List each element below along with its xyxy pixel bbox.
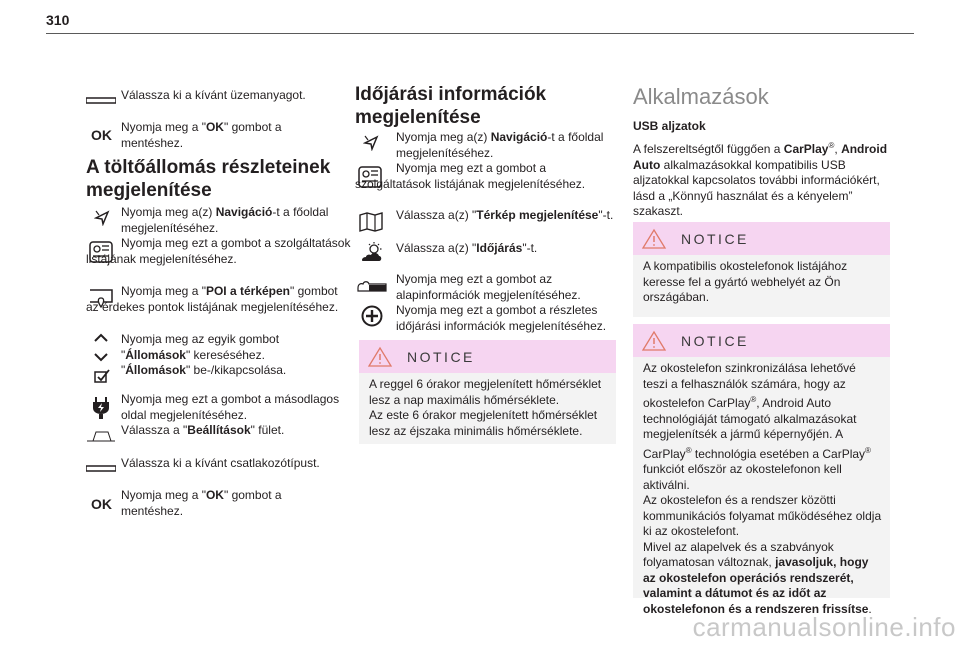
col3-notice-2 <box>633 324 890 616</box>
col3-subheading: USB aljzatok <box>633 119 706 133</box>
plus-circle-icon <box>361 305 383 327</box>
notice-body: A kompatibilis okostelefonok listájához keresse fel a gyártó webhelyét az Ön országában. <box>643 259 848 304</box>
col2-notice <box>359 340 616 444</box>
col1-step-ok: Nyomja meg a "OK" gombot a mentéshez. <box>121 120 282 150</box>
watermark: carmanualsonline.info <box>692 612 956 642</box>
notice-header <box>359 340 616 373</box>
col3-notice-1 <box>633 222 890 317</box>
charging-plug-icon <box>92 396 110 420</box>
settings-tab-icon <box>86 430 116 442</box>
col3-paragraph: A felszereltségtől függően a CarPlay®, Android Auto alkalmazásokkal kompatibilis USB aljzatokkal kapcsolatos további információkért, lásd a „Könnyű használat és a kényelem” szakaszt. <box>633 141 888 218</box>
notice-body: A reggel 6 órakor megjelenített hőmérséklet lesz a nap maximális hőmérséklete. Az este 6 órakor megjelenített hőmérséklet lesz az éjszaka minimális hőmérséklete. <box>369 377 602 438</box>
warning-icon <box>367 346 393 368</box>
ok-icon-2: OK <box>91 496 112 512</box>
weather-icon <box>359 241 385 263</box>
col2-heading: Időjárási információk megjelenítése <box>355 84 547 128</box>
notice-title: NOTICE <box>407 349 475 365</box>
notice-title: NOTICE <box>681 231 749 247</box>
col2-step-navigation: Nyomja meg a(z) Navigáció-t a főoldal megjelenítéséhez. <box>396 130 604 160</box>
basic-info-icon <box>357 279 387 293</box>
chevron-up-icon <box>93 333 109 343</box>
col2-step-map: Válassza a(z) "Térkép megjelenítése"-t. <box>396 208 614 222</box>
col1-step-fuel: Válassza ki a kívánt üzemanyagot. <box>121 88 306 102</box>
selector-bar-icon-2 <box>86 465 116 473</box>
navigation-arrow-icon-2 <box>363 135 379 151</box>
warning-icon <box>641 330 667 352</box>
col1-step-services: Nyomja meg ezt a gombot a szolgáltatások listájának megjelenítéséhez. <box>86 236 351 266</box>
selector-bar-icon <box>86 97 116 105</box>
col1-step-poi: Nyomja meg a "POI a térképen" gombot az érdekes pontok listájának megjelenítéséhez. <box>86 284 339 314</box>
col1-step-secondary: Nyomja meg ezt a gombot a másodlagos oldal megjelenítéséhez. Válassza a "Beállítások" fület. <box>121 392 340 437</box>
checkbox-icon <box>94 369 110 383</box>
col2-step-weather: Válassza a(z) "Időjárás"-t. <box>396 241 538 255</box>
ok-icon: OK <box>91 127 112 143</box>
notice-header <box>633 324 890 357</box>
col1-heading: A töltőállomás részleteinek megjelenítése <box>86 157 331 201</box>
notice-body: Az okostelefon szinkronizálása lehetővé teszi a felhasználók számára, hogy az okostelefon CarPlay®, Android Auto technológiáját támogató alkalmazásokat megjelenítsék a jármű képernyőjén. A CarPlay® technológia esetében a CarPlay® funkciót először az okostelefonon kell aktiválni. Az okostelefon és a rendszer közötti kommunikációs folyamat működéséhez oldja ki az okostelefont. Mivel az alapelvek és a szabványok folyamatosan változnak, javasoljuk, hogy az okostelefon operációs rendszerét, valamint a dátumot és az időt az okostelefonon és a rendszeren frissítse. <box>643 361 882 616</box>
map-display-icon <box>359 212 383 232</box>
warning-icon <box>641 228 667 250</box>
col1-step-navigation: Nyomja meg a(z) Navigáció-t a főoldal megjelenítéséhez. <box>121 205 329 235</box>
page-number: 310 <box>46 12 70 28</box>
col3-heading: Alkalmazások <box>633 84 769 109</box>
col2-step-services: Nyomja meg ezt a gombot a szolgáltatások listájának megjelenítéséhez. <box>355 161 586 191</box>
notice-title: NOTICE <box>681 333 749 349</box>
col2-step-basic-info: Nyomja meg ezt a gombot az alapinformációk megjelenítéséhez. <box>396 272 581 302</box>
col1-step-stations: Nyomja meg az egyik gombot "Állomások" kereséséhez. "Állomások" be-/kikapcsolása. <box>121 332 287 377</box>
chevron-down-icon <box>93 352 109 362</box>
col1-step-ok-2: Nyomja meg a "OK" gombot a mentéshez. <box>121 488 282 518</box>
header-rule <box>46 33 914 34</box>
notice-header <box>633 222 890 255</box>
col2-step-details: Nyomja meg ezt a gombot a részletes időjárási információk megjelenítéséhez. <box>396 303 607 333</box>
col1-step-connector: Válassza ki a kívánt csatlakozótípust. <box>121 456 320 470</box>
navigation-arrow-icon <box>94 210 110 226</box>
